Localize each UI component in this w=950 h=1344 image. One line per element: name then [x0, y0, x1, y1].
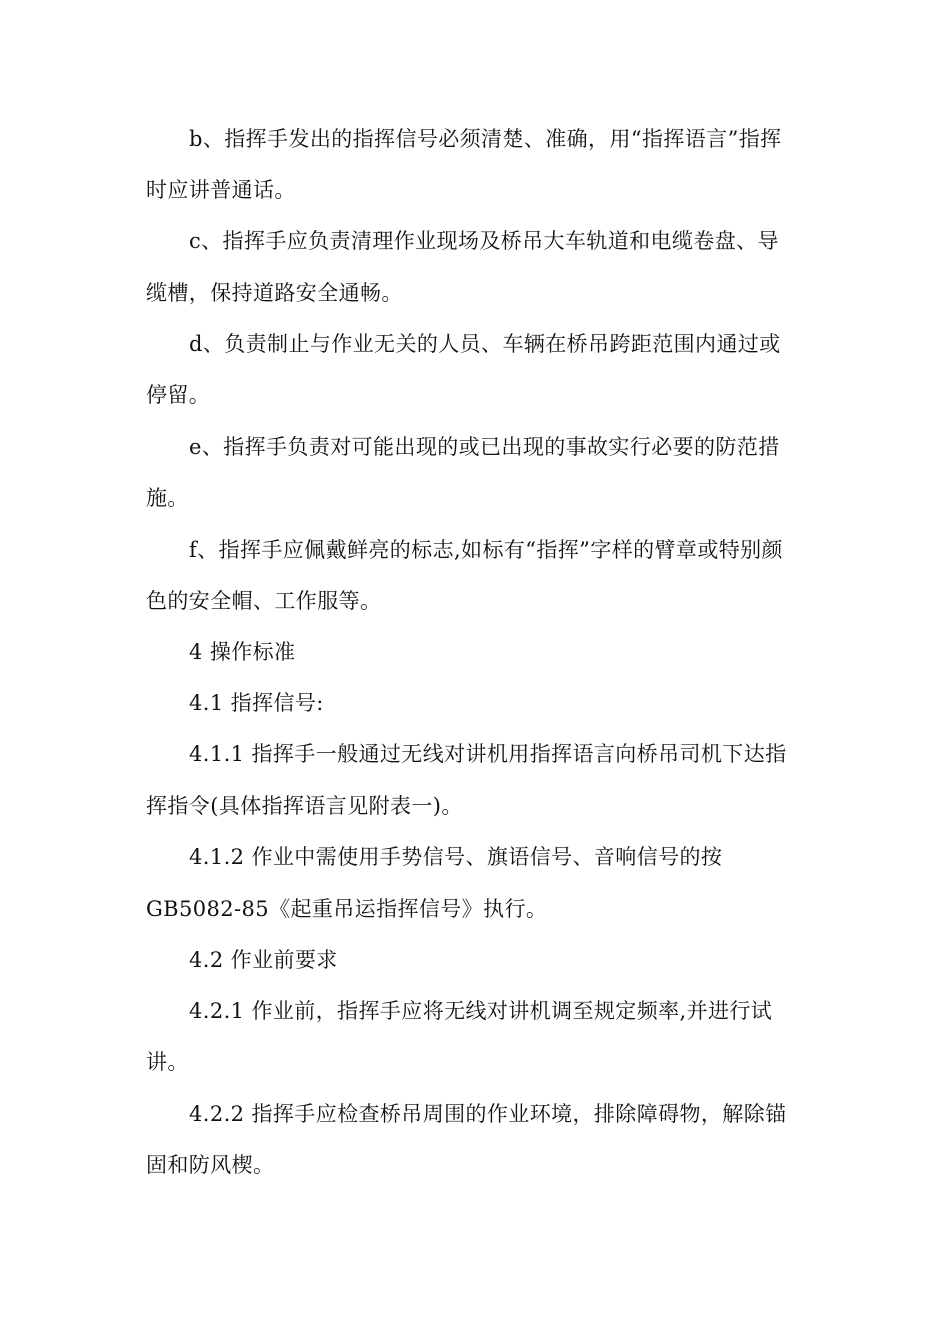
paragraph-c-line-1: c、指挥手应负责清理作业现场及桥吊大车轨道和电缆卷盘、导 — [189, 229, 779, 253]
paragraph-4-1-1-line-2: 挥指令(具体指挥语言见附表一)。 — [146, 794, 463, 818]
paragraph-4-2-1-line-1: 4.2.1 作业前，指挥手应将无线对讲机调至规定频率,并进行试 — [189, 999, 773, 1023]
paragraph-b-line-2: 时应讲普通话。 — [146, 178, 296, 202]
paragraph-4-2-2-line-2: 固和防风楔。 — [146, 1153, 275, 1177]
paragraph-4-1-1-line-1: 4.1.1 指挥手一般通过无线对讲机用指挥语言向桥吊司机下达指 — [189, 742, 787, 766]
paragraph-4-2-2-line-1: 4.2.2 指挥手应检查桥吊周围的作业环境，排除障碍物，解除锚 — [189, 1102, 787, 1126]
paragraph-e-line-1: e、指挥手负责对可能出现的或已出现的事故实行必要的防范措 — [189, 435, 780, 459]
section-heading-4: 4 操作标准 — [189, 640, 296, 664]
paragraph-e-line-2: 施。 — [146, 486, 189, 510]
paragraph-4-2-1-line-2: 讲。 — [146, 1050, 189, 1074]
paragraph-f-line-2: 色的安全帽、工作服等。 — [146, 589, 382, 613]
paragraph-d-line-1: d、负责制止与作业无关的人员、车辆在桥吊跨距范围内通过或 — [189, 332, 781, 356]
paragraph-b-line-1: b、指挥手发出的指挥信号必须清楚、准确，用“指挥语言”指挥 — [189, 127, 782, 151]
paragraph-4-1-2-line-2: GB5082-85《起重吊运指挥信号》执行。 — [146, 897, 548, 921]
paragraph-4-1-2-line-1: 4.1.2 作业中需使用手势信号、旗语信号、音响信号的按 — [189, 845, 723, 869]
paragraph-d-line-2: 停留。 — [146, 383, 211, 407]
paragraph-f-line-1: f、指挥手应佩戴鲜亮的标志,如标有“指挥”字样的臂章或特别颜 — [189, 538, 783, 562]
paragraph-c-line-2: 缆槽，保持道路安全通畅。 — [146, 281, 403, 305]
section-heading-4-1: 4.1 指挥信号: — [189, 691, 324, 715]
section-heading-4-2: 4.2 作业前要求 — [189, 948, 338, 972]
